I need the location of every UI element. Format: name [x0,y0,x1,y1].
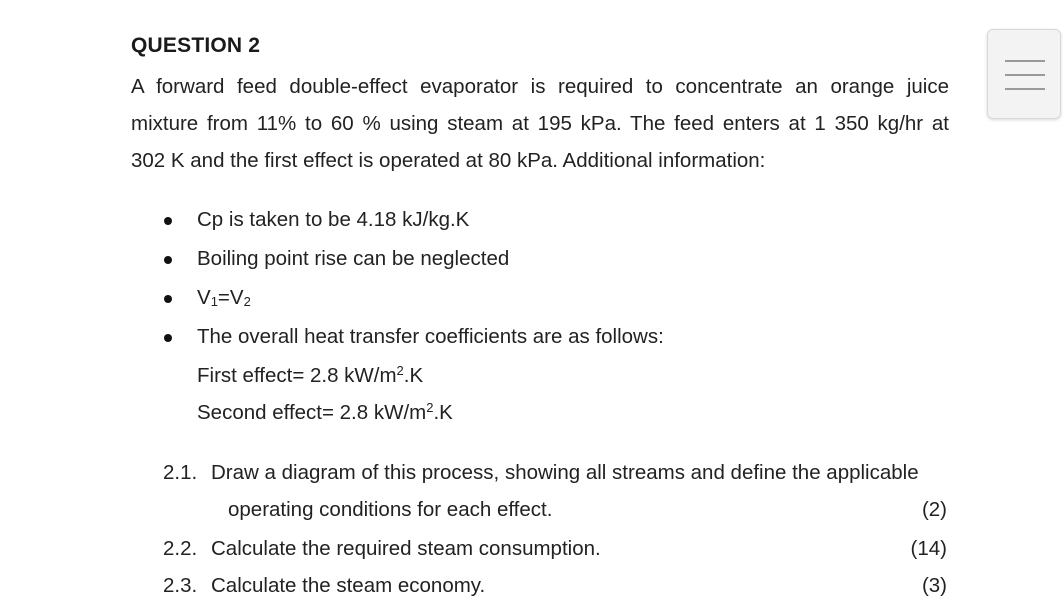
list-item [197,286,251,310]
subscript: 1 [210,294,218,309]
menu-button[interactable] [987,29,1061,119]
subquestion-marks: (3) [921,574,947,597]
intro-line: 302 K and the first effect is operated at 80 kPa. Additional information: [131,149,766,172]
subquestion-text: Draw a diagram of this process, showing all streams and define the applicable [211,461,919,484]
coefficient-text: First effect= 2.8 kW/m [197,364,397,387]
subquestion-text-continued: operating conditions for each effect. [228,498,553,521]
subquestion-text: Calculate the required steam consumption. [211,537,601,560]
first-effect-coefficient [197,363,423,388]
list-item: The overall heat transfer coefficients are as follows: [197,325,664,348]
subquestion-number: 2.3. [163,574,198,597]
bullet-icon [164,256,172,264]
question-title: QUESTION 2 [131,34,261,57]
second-effect-coefficient [197,400,453,425]
coefficient-unit: .K [403,364,424,387]
subquestion-number: 2.2. [163,537,198,560]
subquestion-number: 2.1. [163,461,198,484]
coefficient-unit: .K [433,401,453,424]
coefficient-text: Second effect= 2.8 kW/m [197,401,427,424]
superscript: 2 [396,363,404,378]
question-intro [131,68,949,179]
equation-text: =V [217,286,244,309]
subquestion-marks: (14) [910,537,947,560]
list-item: Boiling point rise can be neglected [197,247,510,270]
superscript: 2 [426,400,434,415]
subquestion-marks: (2) [921,498,947,521]
bullet-icon [164,295,172,303]
bullet-icon [164,334,172,342]
intro-line: mixture from 11% to 60 % using steam at 195 kPa. The feed enters at 1 350 kg/hr at [131,112,949,135]
subscript: 2 [243,294,251,309]
bullet-icon [164,217,172,225]
list-item: Cp is taken to be 4.18 kJ/kg.K [197,208,470,231]
intro-line: A forward feed double-effect evaporator is required to concentrate an orange juice [131,75,949,98]
subquestion-text: Calculate the steam economy. [211,574,486,597]
equation-text: V [197,286,211,309]
